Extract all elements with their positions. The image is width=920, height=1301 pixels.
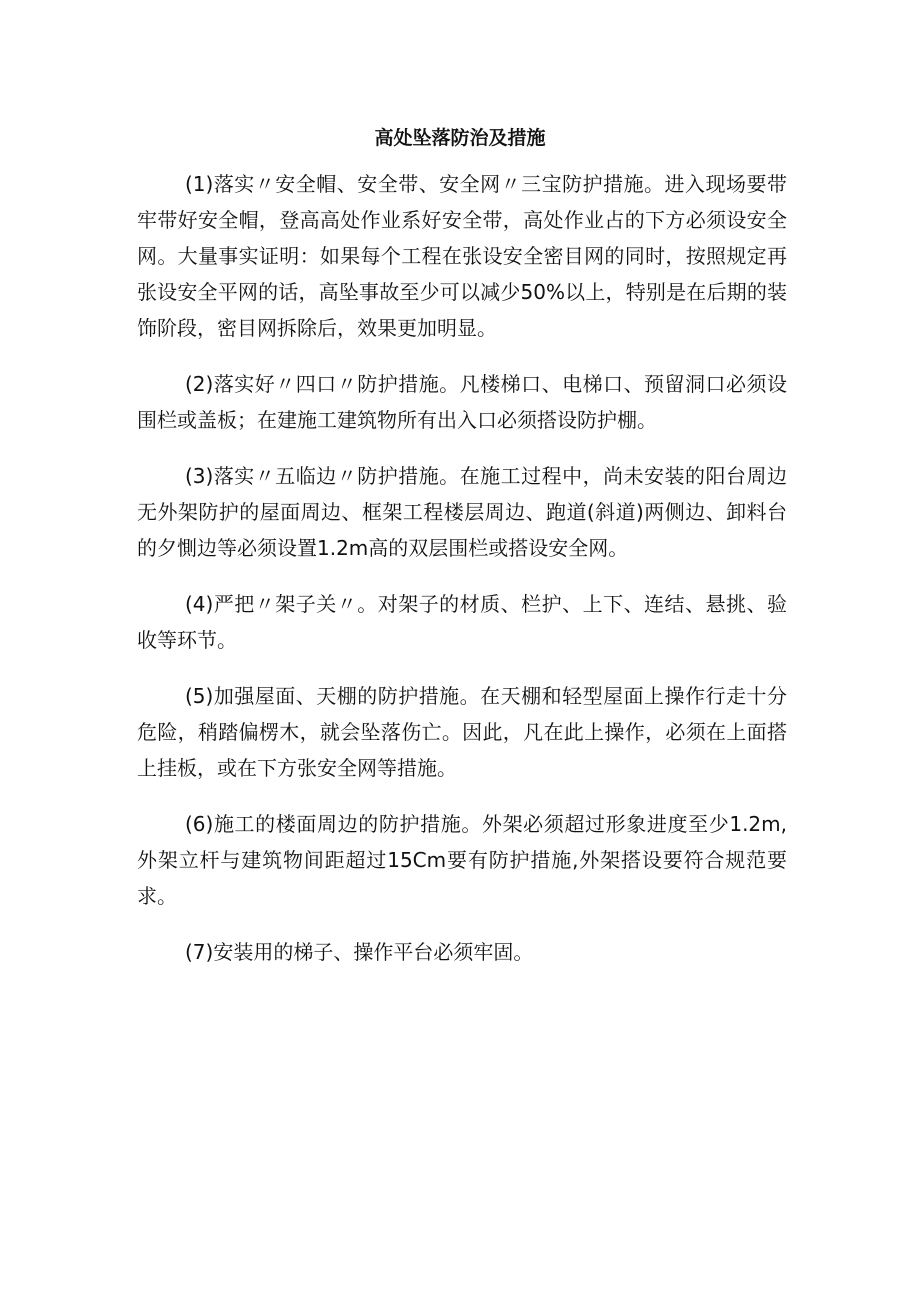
paragraph-3: (3)落实〃五临边〃防护措施。在施工过程中，尚未安装的阳台周边无外架防护的屋面周边、框架工程楼层周边、跑道(斜道)两侧边、卸料台的夕惻边等必须设置1.2m高的双层围栏或搭设安全网。 <box>137 464 787 560</box>
paragraph-7: (7)安装用的梯子、操作平台必须牢固。 <box>185 940 534 964</box>
paragraph-4: (4)严把〃架子关〃。对架子的材质、栏护、上下、连结、悬挑、验收等环节。 <box>137 592 787 652</box>
document-body <box>137 166 787 990</box>
paragraph-2: (2)落实好〃四口〃防护措施。凡楼梯口、电梯口、预留洞口必须设围栏或盖板；在建施工建筑物所有出入口必须搭设防护棚。 <box>137 372 787 432</box>
document-title: 高处坠落防治及措施 <box>374 127 546 149</box>
paragraph-6: (6)施工的楼面周边的防护措施。外架必须超过形象进度至少1.2m,外架立杆与建筑物间距超过15Cm要有防护措施,外架搭设要符合规范要求。 <box>137 812 787 908</box>
paragraph-5: (5)加强屋面、天棚的防护措施。在天棚和轻型屋面上操作行走十分危险，稍踏偏楞木，就会坠落伤亡。因此，凡在此上操作，必须在上面搭上挂板，或在下方张安全网等措施。 <box>137 684 787 780</box>
paragraph-1: (1)落实〃安全帽、安全带、安全网〃三宝防护措施。进入现场要带牢带好安全帽，登高高处作业系好安全带，高处作业占的下方必须设安全网。大量事实证明：如果每个工程在张设安全密目网的同时，按照规定再张设安全平网的话，高坠事故至少可以减少50%以上，特别是在后期的装饰阶段，密目网拆除后，效果更加明显。 <box>137 172 787 340</box>
